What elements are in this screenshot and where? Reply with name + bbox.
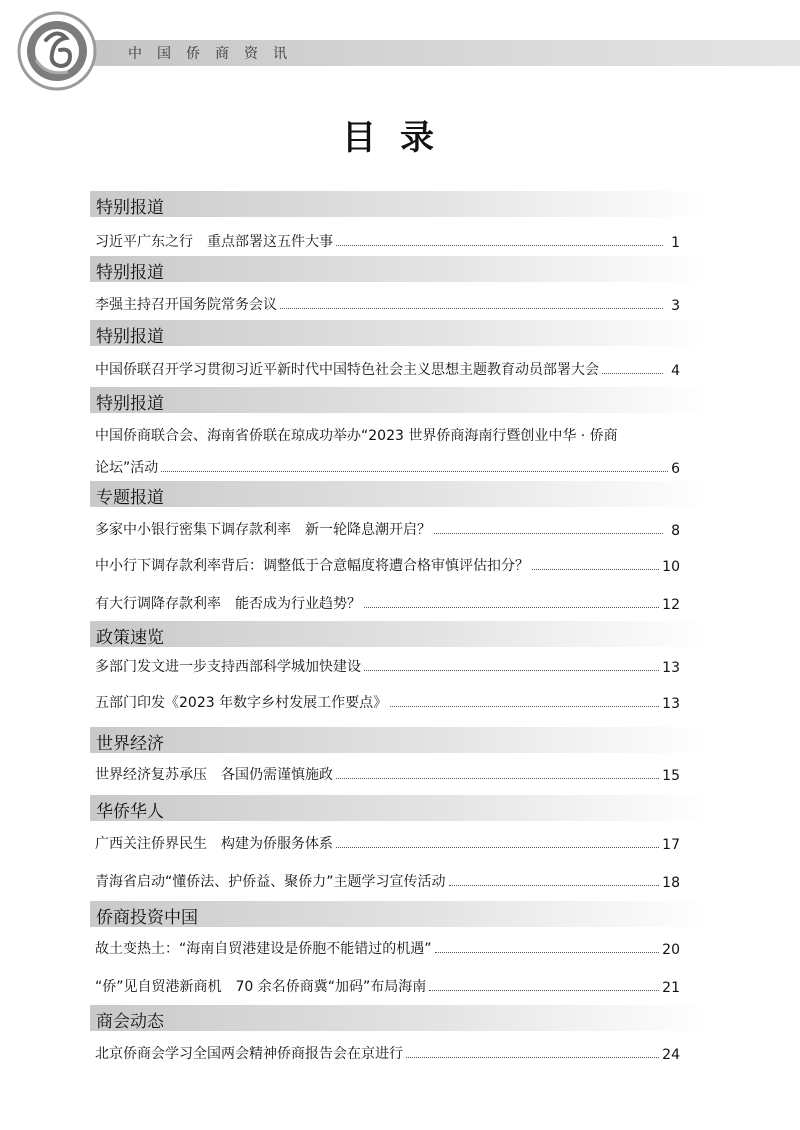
entry-title: 中国侨商联合会、海南省侨联在琼成功举办“2023 世界侨商海南行暨创业中华 · 侨商 bbox=[95, 428, 618, 444]
section-label: 专题报道 bbox=[96, 488, 164, 508]
entry-page: 4 bbox=[671, 363, 680, 379]
toc-entry[interactable] bbox=[95, 652, 680, 676]
toc-entry[interactable] bbox=[95, 227, 680, 251]
section-label: 政策速览 bbox=[96, 628, 164, 648]
section-label: 华侨华人 bbox=[96, 802, 164, 822]
dot-leader bbox=[449, 885, 660, 886]
entry-title: “侨”见自贸港新商机 70 余名侨商冀“加码”布局海南 bbox=[95, 979, 427, 995]
section-label: 世界经济 bbox=[96, 734, 164, 754]
dot-leader bbox=[364, 670, 659, 671]
toc-entry[interactable] bbox=[95, 424, 680, 477]
dot-leader bbox=[336, 847, 659, 848]
toc-entry[interactable] bbox=[95, 589, 680, 613]
toc-entry[interactable] bbox=[95, 934, 680, 958]
entry-title: 北京侨商会学习全国两会精神侨商报告会在京进行 bbox=[95, 1046, 403, 1062]
toc-entry[interactable] bbox=[95, 972, 680, 996]
entry-title: 有大行调降存款利率 能否成为行业趋势？ bbox=[95, 596, 361, 612]
section-label: 特别报道 bbox=[96, 394, 164, 414]
toc-entry[interactable] bbox=[95, 829, 680, 853]
section-header bbox=[90, 320, 710, 346]
publication-name: 中国侨商资讯 bbox=[128, 46, 302, 62]
entry-page: 18 bbox=[662, 875, 680, 891]
dot-leader bbox=[602, 373, 663, 374]
section-header bbox=[90, 795, 710, 821]
toc-entry[interactable] bbox=[95, 760, 680, 784]
entry-page: 3 bbox=[671, 298, 680, 314]
entry-title-continued: 论坛”活动 bbox=[95, 460, 159, 476]
entry-title: 中小行下调存款利率背后：调整低于合意幅度将遭合格审慎评估扣分？ bbox=[95, 558, 529, 574]
entry-page: 21 bbox=[662, 980, 680, 996]
entry-page: 24 bbox=[662, 1047, 680, 1063]
page-title: 目录 bbox=[342, 118, 458, 158]
toc-entry[interactable] bbox=[95, 290, 680, 314]
section-label: 特别报道 bbox=[96, 327, 164, 347]
toc-entry[interactable] bbox=[95, 515, 680, 539]
entry-title: 世界经济复苏承压 各国仍需谨慎施政 bbox=[95, 767, 333, 783]
entry-title: 中国侨联召开学习贯彻习近平新时代中国特色社会主义思想主题教育动员部署大会 bbox=[95, 362, 599, 378]
entry-title: 青海省启动“懂侨法、护侨益、聚侨力”主题学习宣传活动 bbox=[95, 874, 446, 890]
section-header bbox=[90, 1005, 710, 1031]
entry-page: 6 bbox=[671, 461, 680, 477]
entry-page: 15 bbox=[662, 768, 680, 784]
entry-page: 20 bbox=[662, 942, 680, 958]
dot-leader bbox=[532, 569, 659, 570]
section-label: 商会动态 bbox=[96, 1012, 164, 1032]
entry-page: 1 bbox=[671, 235, 680, 251]
entry-page: 10 bbox=[662, 559, 680, 575]
dot-leader bbox=[390, 706, 659, 707]
dot-leader bbox=[364, 607, 659, 608]
section-header bbox=[90, 481, 710, 507]
toc-entry[interactable] bbox=[95, 1039, 680, 1063]
dot-leader bbox=[434, 533, 663, 534]
entry-title: 五部门印发《2023 年数字乡村发展工作要点》 bbox=[95, 695, 388, 711]
section-label: 特别报道 bbox=[96, 198, 164, 218]
entry-title: 李强主持召开国务院常务会议 bbox=[95, 297, 277, 313]
entry-title: 多家中小银行密集下调存款利率 新一轮降息潮开启？ bbox=[95, 522, 431, 538]
section-header bbox=[90, 191, 710, 217]
entry-page: 8 bbox=[671, 523, 680, 539]
section-header bbox=[90, 256, 710, 282]
dot-leader bbox=[336, 778, 659, 779]
section-header bbox=[90, 901, 710, 927]
dot-leader bbox=[161, 471, 668, 472]
entry-page: 13 bbox=[662, 660, 680, 676]
section-label: 特别报道 bbox=[96, 263, 164, 283]
entry-page: 13 bbox=[662, 696, 680, 712]
section-label: 侨商投资中国 bbox=[96, 908, 198, 928]
dot-leader bbox=[406, 1057, 659, 1058]
section-header bbox=[90, 727, 710, 753]
entry-title: 故土变热土：“海南自贸港建设是侨胞不能错过的机遇” bbox=[95, 941, 432, 957]
entry-title: 多部门发文进一步支持西部科学城加快建设 bbox=[95, 659, 361, 675]
entry-page: 17 bbox=[662, 837, 680, 853]
section-header bbox=[90, 387, 710, 413]
entry-title: 广西关注侨界民生 构建为侨服务体系 bbox=[95, 836, 333, 852]
dot-leader bbox=[435, 952, 660, 953]
toc-entry[interactable] bbox=[95, 688, 680, 712]
toc-entry[interactable] bbox=[95, 551, 680, 575]
toc-entry[interactable] bbox=[95, 867, 680, 891]
dot-leader bbox=[280, 308, 663, 309]
toc-entry[interactable] bbox=[95, 355, 680, 379]
logo-icon bbox=[16, 10, 98, 92]
dot-leader bbox=[429, 990, 659, 991]
entry-page: 12 bbox=[662, 597, 680, 613]
dot-leader bbox=[336, 245, 663, 246]
entry-title: 习近平广东之行 重点部署这五件大事 bbox=[95, 234, 333, 250]
section-header bbox=[90, 621, 710, 647]
